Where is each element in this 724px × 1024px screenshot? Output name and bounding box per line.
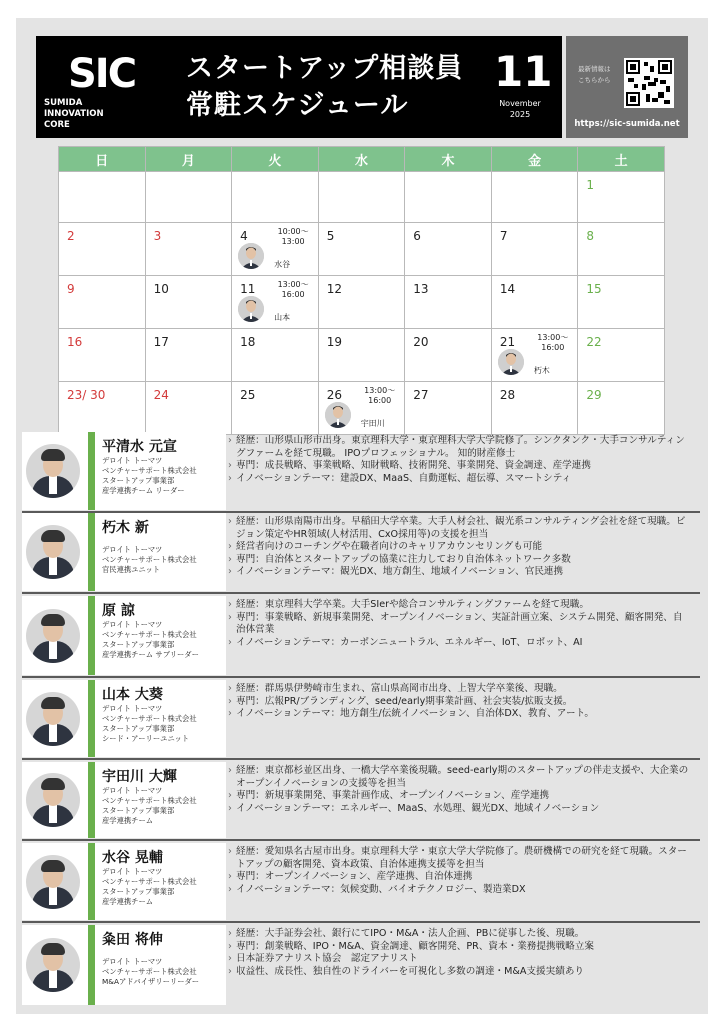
affiliation-line: 産学連携チーム サブリーダー bbox=[102, 650, 199, 659]
calendar-week-row bbox=[59, 172, 665, 223]
day-number: 21 bbox=[499, 335, 516, 349]
consultation-time bbox=[528, 333, 578, 353]
day-number: 27 bbox=[413, 388, 429, 402]
detail-bullet: › 専門：事業戦略、新規事業開発、オープンイノベーション、実証計画立案、システム開発、顧客開発、自治体営業 bbox=[228, 612, 692, 637]
calendar-day-cell bbox=[59, 276, 146, 329]
advisor-photo bbox=[26, 938, 80, 992]
advisor-name: 宇田川 bbox=[360, 419, 385, 428]
affiliation-line: デロイト トーマツ bbox=[102, 957, 163, 966]
advisor-photo bbox=[26, 692, 80, 746]
accent-bar bbox=[88, 432, 95, 510]
advisor-details bbox=[228, 683, 692, 721]
calendar-day-cell bbox=[405, 382, 492, 435]
accent-bar bbox=[88, 680, 95, 757]
detail-bullet: › 経歴：群馬県伊勢崎市生まれ、富山県高岡市出身、上智大学卒業後、現職。 bbox=[228, 683, 692, 696]
detail-bullet: › 経歴：大手証券会社、銀行にてIPO・M&A・法人企画、PBに従事した後、現職。 bbox=[228, 928, 692, 941]
advisor-avatar bbox=[498, 349, 524, 375]
detail-bullet: › 専門：広報PR/ブランディング、seed/early期事業計画、社会実装/拡販支援。 bbox=[228, 696, 692, 709]
affiliation-line: デロイト トーマツ bbox=[102, 545, 163, 554]
time-end: 16:00 bbox=[541, 343, 565, 352]
calendar-day-cell bbox=[59, 329, 146, 382]
advisor-profile bbox=[22, 432, 700, 510]
header-banner bbox=[36, 36, 562, 138]
affiliation-line: 官民連携ユニット bbox=[102, 565, 161, 574]
affiliation-line: デロイト トーマツ bbox=[102, 867, 163, 876]
section-divider bbox=[22, 758, 700, 760]
accent-bar bbox=[88, 925, 95, 1005]
calendar-day-cell bbox=[578, 223, 665, 276]
calendar-day-cell bbox=[405, 223, 492, 276]
advisor-photo bbox=[26, 773, 80, 827]
month-name: November bbox=[499, 99, 541, 108]
day-number: 25 bbox=[240, 388, 256, 402]
day-number: 9 bbox=[67, 282, 75, 296]
advisor-name: 平清水 元宣 bbox=[102, 439, 177, 455]
advisor-affiliation bbox=[102, 456, 197, 496]
day-number: 11 bbox=[240, 282, 256, 296]
advisor-details bbox=[228, 516, 692, 579]
detail-bullet: › 専門：成長戦略、事業戦略、知財戦略、技術開発、事業開発、資金調達、産学連携 bbox=[228, 460, 692, 473]
calendar-day-cell bbox=[318, 172, 405, 223]
advisor-affiliation bbox=[102, 620, 199, 660]
logo-line: INNOVATION bbox=[44, 109, 104, 119]
affiliation-line: 産学連携チーム リーダー bbox=[102, 486, 185, 495]
day-number: 4 bbox=[240, 229, 248, 243]
affiliation-line: ベンチャーサポート株式会社 bbox=[102, 877, 197, 886]
accent-bar bbox=[88, 762, 95, 838]
time-start: 13:00〜 bbox=[277, 280, 309, 289]
time-end: 13:00 bbox=[281, 237, 305, 246]
detail-bullet: › 専門：自治体とスタートアップの協業に注力しており自治体ネットワーク多数 bbox=[228, 554, 692, 567]
detail-bullet: › 経歴：山形県山形市出身。東京理科大学・東京理科大学大学院修了。シンクタンク・大手コンサルティングファームを経て現職。 IPOプロフェッショナル。 知的財産修士 bbox=[228, 435, 692, 460]
calendar-week-row bbox=[59, 223, 665, 276]
day-number: 3 bbox=[153, 229, 162, 243]
day-number: 26 bbox=[326, 388, 342, 402]
calendar-day-cell bbox=[318, 223, 405, 276]
day-number: 13 bbox=[413, 282, 429, 296]
advisor-details bbox=[228, 599, 692, 649]
logo-line: SUMIDA bbox=[44, 98, 83, 108]
advisor-name: 山本 bbox=[274, 313, 291, 322]
calendar-day-cell bbox=[59, 382, 146, 435]
day-number: 5 bbox=[326, 229, 335, 243]
calendar-day-cell bbox=[232, 172, 319, 223]
advisor-photo bbox=[26, 609, 80, 663]
time-end: 16:00 bbox=[281, 290, 305, 299]
affiliation-line: ベンチャーサポート株式会社 bbox=[102, 796, 197, 805]
detail-bullet: › イノベーションテーマ：観光DX、地方創生、地域イノベーション、官民連携 bbox=[228, 566, 692, 579]
day-number: 12 bbox=[326, 282, 342, 296]
advisor-profile bbox=[22, 513, 700, 591]
day-number: 7 bbox=[499, 229, 508, 243]
advisor-name: 粂田 将伸 bbox=[102, 932, 163, 948]
calendar-week-row bbox=[59, 329, 665, 382]
time-start: 10:00〜 bbox=[277, 227, 309, 236]
calendar-body bbox=[59, 172, 665, 435]
detail-bullet: › 経歴：山形県南陽市出身。早稲田大学卒業。大手人材会社、観光系コンサルティング会社を経て現職。ビジョン策定やHR領域(人材活用、CxO採用等)の支援を担当 bbox=[228, 516, 692, 541]
weekday-sat: 土 bbox=[578, 147, 665, 172]
calendar-day-cell bbox=[145, 276, 232, 329]
weekday-sun: 日 bbox=[59, 147, 146, 172]
advisor-photo bbox=[26, 444, 80, 498]
calendar-day-cell bbox=[578, 329, 665, 382]
affiliation-line: デロイト トーマツ bbox=[102, 620, 163, 629]
day-number: 6 bbox=[413, 229, 421, 243]
affiliation-line: ベンチャーサポート株式会社 bbox=[102, 555, 197, 564]
qr-note-line: こちらから bbox=[578, 76, 611, 84]
advisor-profile bbox=[22, 925, 700, 1005]
advisor-details bbox=[228, 846, 692, 896]
advisor-avatar bbox=[325, 402, 351, 428]
affiliation-line: M&Aアドバイザリーリーダー bbox=[102, 977, 200, 986]
weekday-tue: 火 bbox=[232, 147, 319, 172]
time-start: 13:00〜 bbox=[364, 386, 396, 395]
advisor-profile bbox=[22, 843, 700, 920]
day-number: 20 bbox=[413, 335, 429, 349]
affiliation-line: 産学連携チーム bbox=[102, 897, 154, 906]
calendar-day-cell bbox=[491, 276, 578, 329]
logo-line: CORE bbox=[44, 120, 70, 130]
affiliation-line: 産学連携チーム bbox=[102, 816, 154, 825]
detail-bullet: › イノベーションテーマ：気候変動、バイオテクノロジー、製造業DX bbox=[228, 884, 692, 897]
qr-panel bbox=[566, 36, 688, 138]
day-number: 16 bbox=[67, 335, 83, 349]
advisor-profile bbox=[22, 762, 700, 838]
advisor-details bbox=[228, 928, 692, 978]
accent-bar bbox=[88, 513, 95, 591]
calendar-day-cell bbox=[59, 223, 146, 276]
affiliation-line: デロイト トーマツ bbox=[102, 456, 163, 465]
day-number: 2 bbox=[67, 229, 75, 243]
affiliation-line: シード・アーリーユニット bbox=[102, 734, 190, 743]
consultation-time bbox=[268, 280, 318, 300]
calendar-day-cell bbox=[491, 382, 578, 435]
calendar-week-row bbox=[59, 276, 665, 329]
calendar-day-cell bbox=[145, 329, 232, 382]
calendar-day-cell bbox=[578, 172, 665, 223]
advisor-affiliation bbox=[102, 957, 199, 987]
title-line: 常駐スケジュール bbox=[186, 90, 409, 121]
advisor-photo bbox=[26, 855, 80, 909]
calendar-day-cell bbox=[145, 223, 232, 276]
detail-bullet: › 経歴：東京理科大学卒業。大手SIerや総合コンサルティングファームを経て現職。 bbox=[228, 599, 692, 612]
advisor-name: 原 諒 bbox=[102, 603, 135, 619]
day-number: 28 bbox=[499, 388, 516, 402]
detail-bullet: › 収益性、成長性、独自性のドライバーを可視化し多数の調達・M&A支援実績あり bbox=[228, 966, 692, 979]
detail-bullet: › イノベーションテーマ：建設DX、MaaS、自動運転、超伝導、スマートシティ bbox=[228, 473, 692, 486]
calendar-day-cell bbox=[318, 276, 405, 329]
day-number: 1 bbox=[586, 178, 595, 192]
affiliation-line: スタートアップ事業部 bbox=[102, 724, 175, 733]
calendar-day-cell bbox=[145, 172, 232, 223]
detail-bullet: › イノベーションテーマ：カーボンニュートラル、エネルギー、IoT、ロボット、AI bbox=[228, 637, 692, 650]
calendar-day-cell bbox=[232, 382, 319, 435]
day-number: 8 bbox=[586, 229, 595, 243]
logo-wordmark bbox=[44, 98, 104, 131]
qr-note-line: 最新情報は bbox=[578, 65, 611, 73]
month-indicator bbox=[494, 46, 553, 120]
advisor-photo bbox=[26, 525, 80, 579]
day-number: 18 bbox=[240, 335, 256, 349]
calendar-day-cell bbox=[232, 276, 319, 329]
site-url-link[interactable]: https://sic-sumida.net bbox=[574, 119, 680, 129]
detail-bullet: › 専門：創業戦略、IPO・M&A、資金調達、顧客開発、PR、資本・業務提携戦略立案 bbox=[228, 941, 692, 954]
day-number: 23/ 30 bbox=[67, 388, 106, 402]
weekday-thu: 木 bbox=[405, 147, 492, 172]
advisor-affiliation bbox=[102, 867, 197, 907]
detail-bullet: › 経歴：東京都杉並区出身、一橋大学卒業後現職。seed-early期のスタートアップの伴走支援や、大企業のオープンイノベーションの支援等を担当 bbox=[228, 765, 692, 790]
affiliation-line: ベンチャーサポート株式会社 bbox=[102, 714, 197, 723]
weekday-mon: 月 bbox=[145, 147, 232, 172]
section-divider bbox=[22, 676, 700, 678]
day-number: 19 bbox=[326, 335, 342, 349]
affiliation-line: デロイト トーマツ bbox=[102, 786, 163, 795]
day-number: 17 bbox=[153, 335, 169, 349]
calendar-day-cell bbox=[491, 172, 578, 223]
advisor-name: 朽木 bbox=[533, 366, 550, 375]
accent-bar bbox=[88, 596, 95, 675]
detail-bullet: › 専門：オープンイノベーション、産学連携、自治体連携 bbox=[228, 871, 692, 884]
detail-bullet: › 専門：新規事業開発、事業計画作成、オープンイノベーション、産学連携 bbox=[228, 790, 692, 803]
year: 2025 bbox=[509, 110, 531, 119]
advisor-details bbox=[228, 765, 692, 815]
affiliation-line: ベンチャーサポート株式会社 bbox=[102, 967, 197, 976]
weekday-wed: 水 bbox=[318, 147, 405, 172]
day-number: 22 bbox=[586, 335, 602, 349]
calendar-day-cell bbox=[232, 223, 319, 276]
weekday-fri: 金 bbox=[491, 147, 578, 172]
advisor-name: 宇田川 大輝 bbox=[102, 769, 177, 785]
affiliation-line: スタートアップ事業部 bbox=[102, 806, 175, 815]
advisor-profile bbox=[22, 596, 700, 675]
qr-code-icon[interactable] bbox=[624, 58, 674, 108]
detail-bullet: › イノベーションテーマ：エネルギー、MaaS、水処理、観光DX、地域イノベーション bbox=[228, 803, 692, 816]
sic-logo bbox=[44, 51, 186, 130]
advisor-profile bbox=[22, 680, 700, 757]
logo-mark: SIC bbox=[68, 51, 136, 97]
weekday-header-row bbox=[59, 147, 665, 172]
day-number: 29 bbox=[586, 388, 602, 402]
section-divider bbox=[22, 921, 700, 923]
advisor-avatar bbox=[238, 296, 264, 322]
calendar-week-row bbox=[59, 382, 665, 435]
calendar-day-cell bbox=[405, 172, 492, 223]
advisor-name: 水谷 bbox=[274, 260, 291, 269]
consultation-time bbox=[268, 227, 318, 247]
advisor-name: 山本 大葵 bbox=[102, 687, 163, 703]
qr-note bbox=[578, 64, 611, 86]
advisor-affiliation bbox=[102, 786, 197, 826]
day-number: 10 bbox=[153, 282, 169, 296]
schedule-calendar bbox=[58, 146, 665, 435]
affiliation-line: スタートアップ事業部 bbox=[102, 887, 175, 896]
advisor-details bbox=[228, 435, 692, 485]
section-divider bbox=[22, 592, 700, 594]
time-start: 13:00〜 bbox=[537, 333, 569, 342]
calendar-day-cell bbox=[59, 172, 146, 223]
accent-bar bbox=[88, 843, 95, 920]
calendar-day-cell bbox=[405, 276, 492, 329]
affiliation-line: スタートアップ事業部 bbox=[102, 476, 175, 485]
day-number: 24 bbox=[153, 388, 169, 402]
calendar-day-cell bbox=[318, 329, 405, 382]
title-line: スタートアップ相談員 bbox=[186, 53, 464, 84]
detail-bullet: › 経歴：愛知県名古屋市出身。東京理科大学・東京大学大学院修了。農研機構での研究を経て現職。スタートアップの顧客開発、資本政策、自治体連携支援等を担当 bbox=[228, 846, 692, 871]
section-divider bbox=[22, 839, 700, 841]
calendar-day-cell bbox=[491, 329, 578, 382]
advisor-name: 水谷 晃輔 bbox=[102, 850, 163, 866]
month-number: 11 bbox=[494, 47, 553, 96]
advisor-name: 朽木 新 bbox=[102, 520, 149, 536]
time-end: 16:00 bbox=[368, 396, 392, 405]
affiliation-line: デロイト トーマツ bbox=[102, 704, 163, 713]
advisor-affiliation bbox=[102, 704, 197, 744]
affiliation-line: ベンチャーサポート株式会社 bbox=[102, 466, 197, 475]
advisor-avatar bbox=[238, 243, 264, 269]
day-number: 15 bbox=[586, 282, 602, 296]
calendar-day-cell bbox=[318, 382, 405, 435]
affiliation-line: スタートアップ事業部 bbox=[102, 640, 175, 649]
consultation-time bbox=[355, 386, 405, 406]
page-title bbox=[186, 50, 463, 124]
affiliation-line: ベンチャーサポート株式会社 bbox=[102, 630, 197, 639]
calendar-day-cell bbox=[405, 329, 492, 382]
detail-bullet: › 日本証券アナリスト協会 認定アナリスト bbox=[228, 953, 692, 966]
advisor-affiliation bbox=[102, 545, 197, 575]
calendar-day-cell bbox=[491, 223, 578, 276]
calendar-day-cell bbox=[232, 329, 319, 382]
detail-bullet: › イノベーションテーマ：地方創生/伝統イノベーション、自治体DX、教育、アート。 bbox=[228, 708, 692, 721]
calendar-day-cell bbox=[578, 382, 665, 435]
calendar-day-cell bbox=[578, 276, 665, 329]
day-number: 14 bbox=[499, 282, 516, 296]
calendar-day-cell bbox=[145, 382, 232, 435]
detail-bullet: › 経営者向けのコーチングや在職者向けのキャリアカウンセリングも可能 bbox=[228, 541, 692, 554]
